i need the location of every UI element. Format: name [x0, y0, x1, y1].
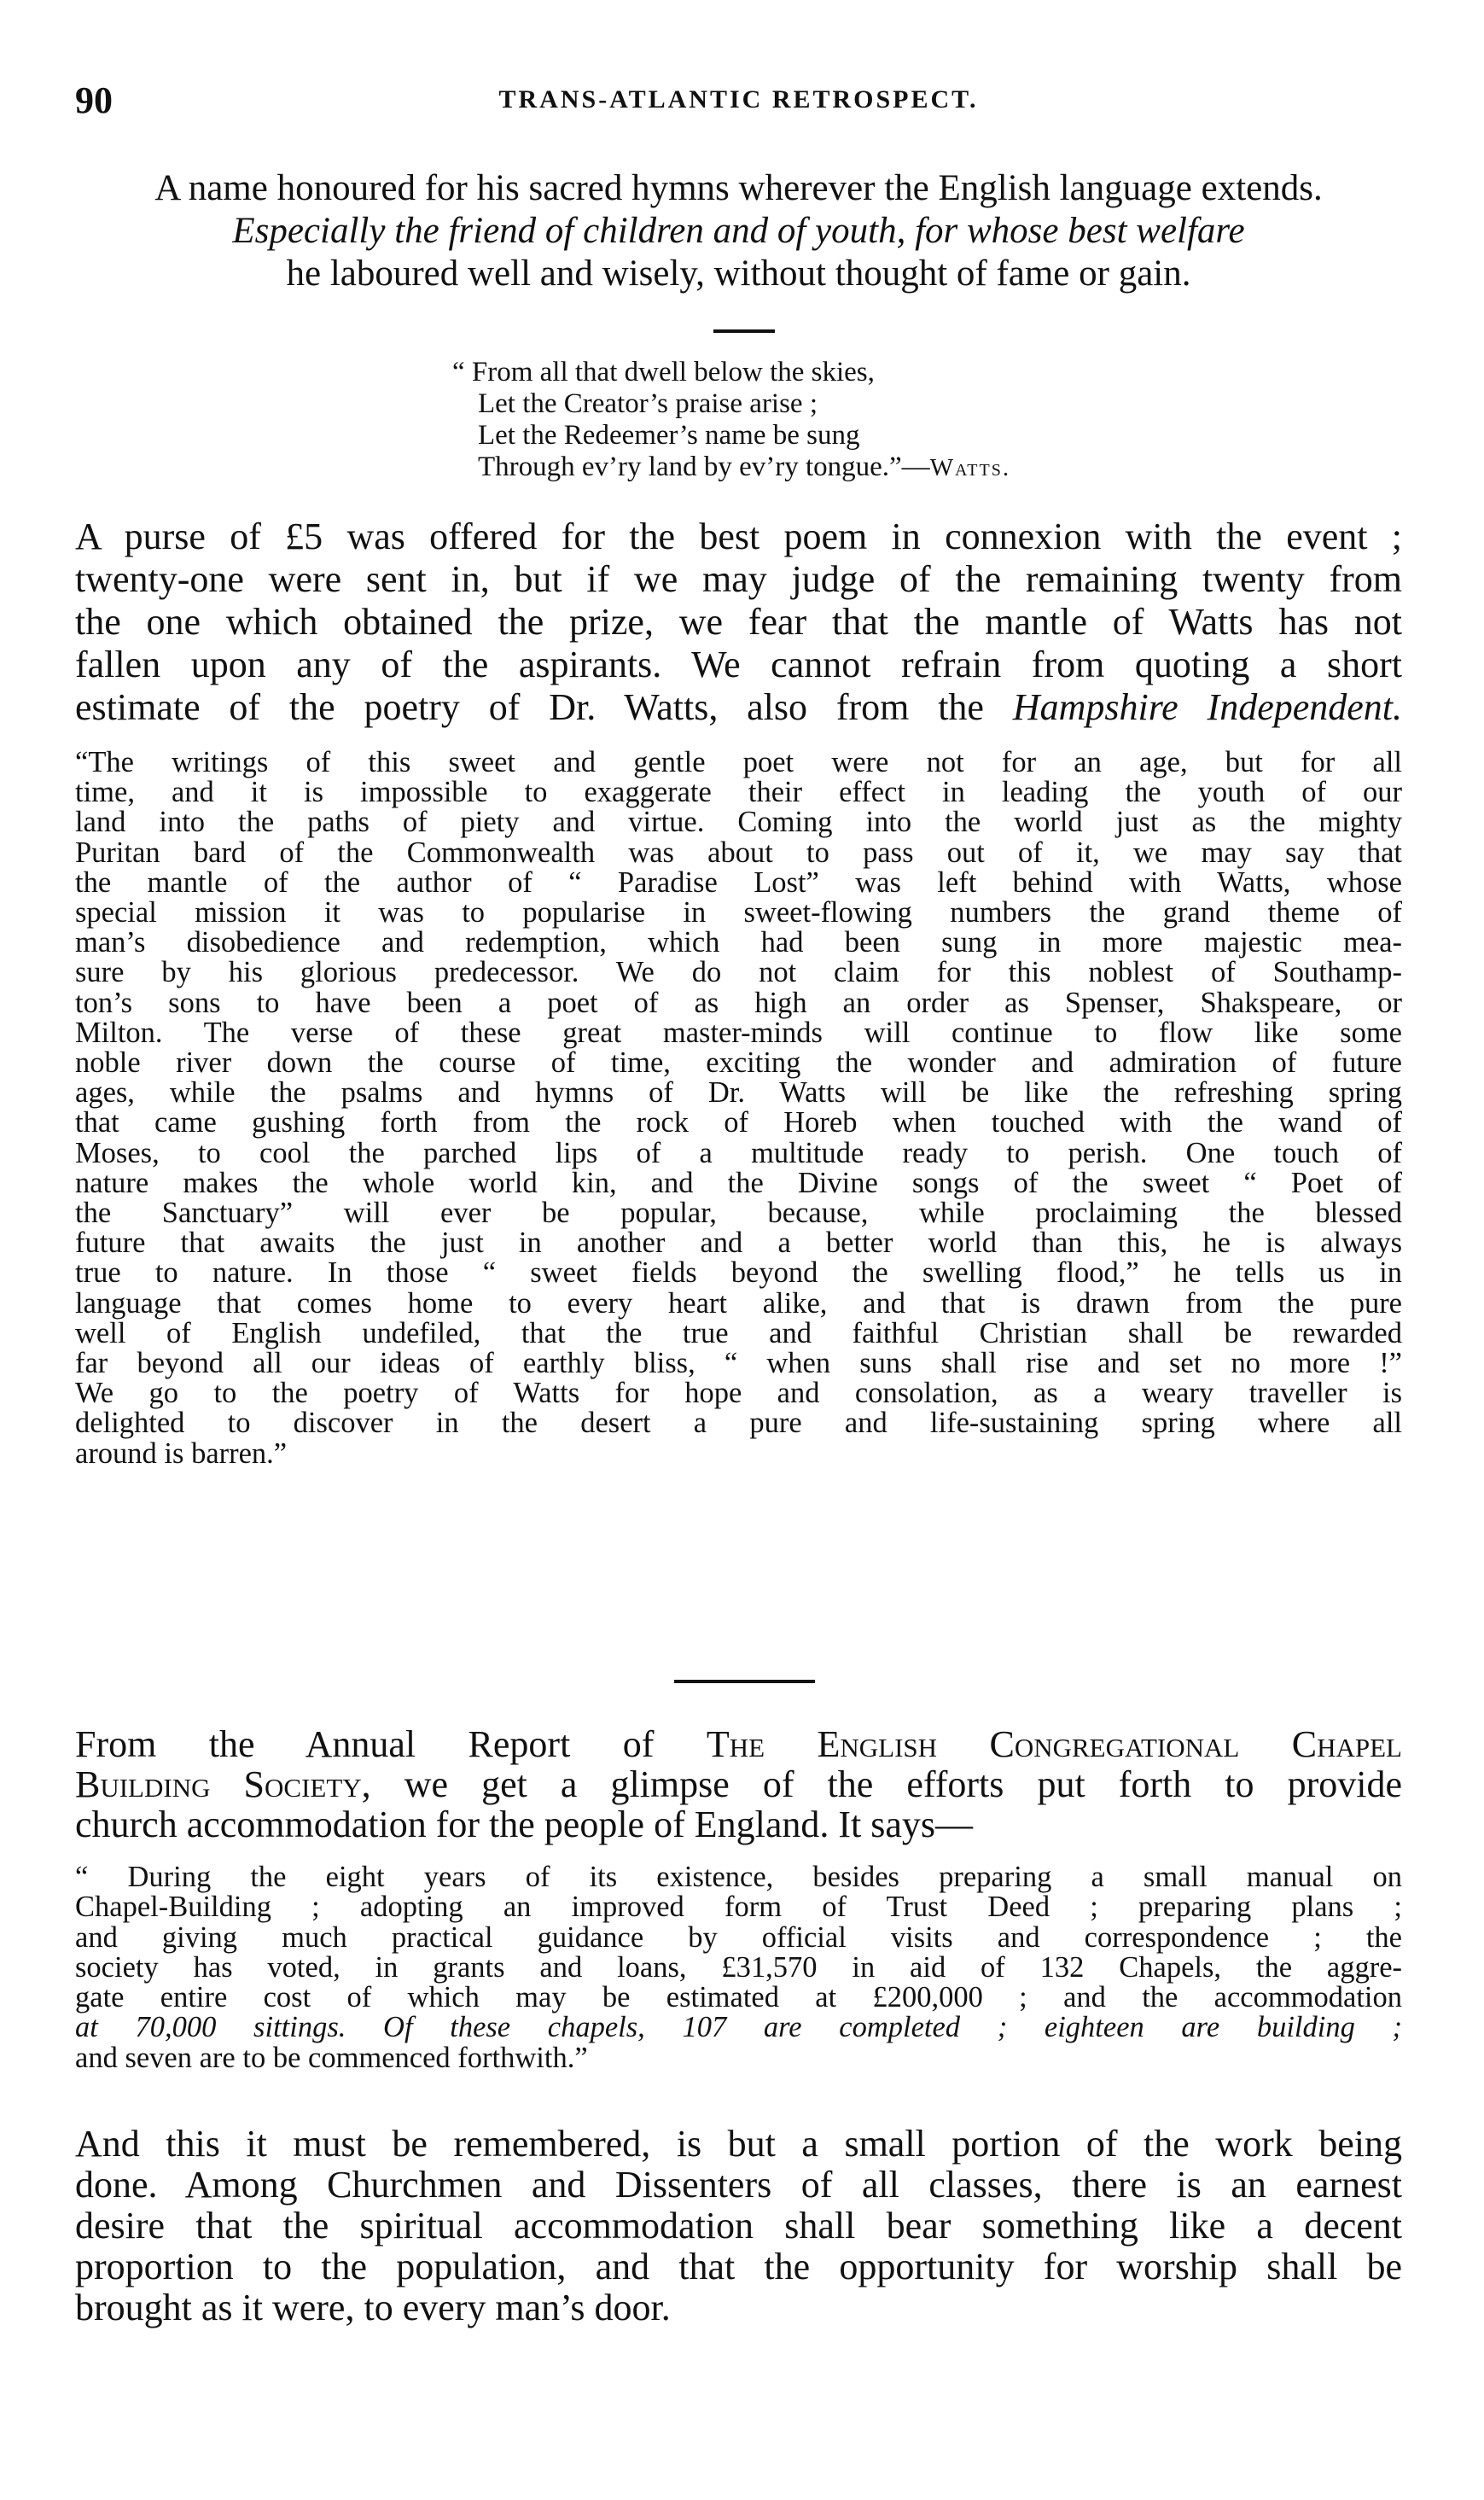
paragraph-chapel-society: [75, 1724, 1402, 1844]
running-head: [75, 79, 1402, 130]
quote-line: special mission it was to popularise in sweet-flowing numbers the grand theme of: [75, 896, 1402, 929]
quote-line: “The writings of this sweet and gentle poet were not for an age, but for all: [75, 746, 1402, 778]
section-divider: [674, 1680, 815, 1683]
section-divider: [713, 329, 775, 333]
paragraph-line: From the Annual Report of The English Congregational Chapel: [75, 1723, 1402, 1765]
lede-line: A name honoured for his sacred hymns wherever the English language extends.: [154, 168, 1323, 208]
running-title: TRANS-ATLANTIC RETROSPECT.: [498, 85, 979, 114]
newspaper-title: Hampshire Independent.: [1012, 686, 1403, 728]
quote-line: Moses, to cool the parched lips of a multitude ready to perish. One touch of: [75, 1136, 1402, 1169]
lede-line: he laboured well and wisely, without thought of fame or gain.: [286, 253, 1191, 294]
quote-line: at 70,000 sittings. Of these chapels, 107 are completed ; eighteen are building ;: [75, 2011, 1402, 2044]
quote-line: delighted to discover in the desert a pure and life-sustaining spring where all: [75, 1407, 1402, 1440]
hampshire-quote: [75, 748, 1402, 1469]
quote-line: well of English undefiled, that the true and faithful Christian shall be rewarded: [75, 1316, 1402, 1349]
quote-line: ages, while the psalms and hymns of Dr. Watts will be like the refreshing spring: [75, 1076, 1402, 1110]
quote-line: land into the paths of piety and virtue. Coming into the world just as the mighty: [75, 806, 1402, 839]
verse-line: Let the Redeemer’s name be sung: [478, 420, 860, 451]
quote-line: future that awaits the just in another and a better world than this, he is always: [75, 1227, 1402, 1260]
quote-line: far beyond all our ideas of earthly bliss, “ when suns shall rise and set no more !”: [75, 1347, 1402, 1380]
quote-line: around is barren.”: [75, 1436, 288, 1470]
quote-line: man’s disobedience and redemption, which had been sung in more majestic mea-: [75, 926, 1402, 959]
paragraph-line: A purse of £5 was offered for the best poem in connexion with the event ;: [75, 516, 1402, 557]
quote-line: language that comes home to every heart alike, and that is drawn from the pure: [75, 1286, 1402, 1320]
paragraph-line: Building Society, we get a glimpse of the efforts put forth to provide: [75, 1763, 1402, 1805]
quote-line: gate entire cost of which may be estimated at £200,000 ; and the accommodation: [75, 1981, 1402, 2014]
verse-line: Through ev’ry land by ev’ry tongue.”—Watts.: [478, 452, 1011, 482]
quote-line: society has voted, in grants and loans, £31,570 in aid of 132 Chapels, the aggre-: [75, 1950, 1402, 1984]
paragraph-prize-poem: [75, 516, 1402, 729]
quote-line: We go to the poetry of Watts for hope and consolation, as a weary traveller is: [75, 1377, 1402, 1410]
paragraph-line: And this it must be remembered, is but a small portion of the work being: [75, 2123, 1402, 2165]
verse-line: “ From all that dwell below the skies,: [452, 357, 875, 388]
paragraph-line: fallen upon any of the aspirants. We cannot refrain from quoting a short: [75, 644, 1402, 685]
paragraph-line: twenty-one were sent in, but if we may judge of the remaining twenty from: [75, 558, 1402, 600]
quote-line: the Sanctuary” will ever be popular, because, while proclaiming the blessed: [75, 1197, 1402, 1230]
quote-line: and giving much practical guidance by official visits and correspondence ; the: [75, 1920, 1402, 1954]
inscription-lede: [75, 167, 1402, 295]
quote-line: sure by his glorious predecessor. We do not claim for this noblest of Southamp-: [75, 956, 1402, 989]
lede-line: Especially the friend of children and of youth, for whose best welfare: [232, 211, 1245, 251]
verse-line: Let the Creator’s praise arise ;: [478, 388, 818, 419]
paragraph-line: brought as it were, to every man’s door.: [75, 2287, 671, 2328]
quote-line: time, and it is impossible to exaggerate their effect in leading the youth of our: [75, 776, 1402, 809]
quote-line: that came gushing forth from the rock of Horeb when touched with the wand of: [75, 1106, 1402, 1139]
quote-line: and seven are to be commenced forthwith.”: [75, 2041, 588, 2074]
paragraph-line: church accommodation for the people of England. It says—: [75, 1804, 974, 1845]
watts-verse: [452, 357, 1010, 484]
quote-line: nature makes the whole world kin, and the Divine songs of the sweet “ Poet of: [75, 1166, 1402, 1199]
quote-line: true to nature. In those “ sweet fields beyond the swelling flood,” he tells us in: [75, 1256, 1402, 1290]
paragraph-line: the one which obtained the prize, we fear that the mantle of Watts has not: [75, 601, 1402, 643]
paragraph-line: estimate of the poetry of Dr. Watts, also from the Hampshire Independent.: [75, 686, 1403, 728]
quote-line: “ During the eight years of its existence, besides preparing a small manual on: [75, 1861, 1402, 1893]
society-name: Building Society,: [75, 1763, 371, 1805]
quote-line: Puritan bard of the Commonwealth was about to pass out of it, we may say that: [75, 836, 1402, 869]
page-number: 90: [75, 79, 113, 121]
verse-attribution: Watts.: [929, 454, 1011, 481]
paragraph-line: done. Among Churchmen and Dissenters of all classes, there is an earnest: [75, 2164, 1402, 2206]
paragraph-line: proportion to the population, and that the opportunity for worship shall be: [75, 2246, 1402, 2287]
quote-line: ton’s sons to have been a poet of as high an order as Spenser, Shakspeare, or: [75, 986, 1402, 1019]
quote-line: noble river down the course of time, exciting the wonder and admiration of future: [75, 1046, 1402, 1080]
society-name: The English Congregational Chapel: [706, 1723, 1402, 1765]
society-report-quote: [75, 1862, 1402, 2073]
quote-line: Chapel-Building ; adopting an improved form of Trust Deed ; preparing plans ;: [75, 1891, 1402, 1924]
paragraph-line: desire that the spiritual accommodation shall bear something like a decent: [75, 2205, 1402, 2247]
paragraph-accommodation: [75, 2124, 1402, 2328]
quote-line: the mantle of the author of “ Paradise Lost” was left behind with Watts, whose: [75, 865, 1402, 899]
quote-line: Milton. The verse of these great master-minds will continue to flow like some: [75, 1016, 1402, 1049]
